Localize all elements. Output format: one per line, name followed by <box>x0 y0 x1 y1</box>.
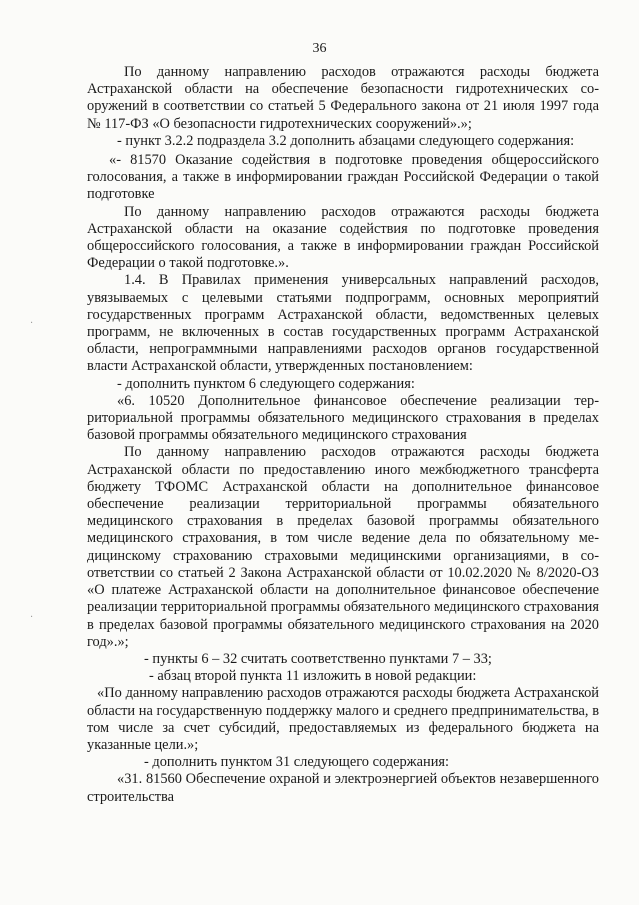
page-number: 36 <box>312 41 327 56</box>
paragraph-item-3-2-2: - пункт 3.2.2 подраздела 3.2 дополнить абзацами следующего содержания: <box>117 132 575 149</box>
paragraph-code-81560: «31. 81560 Обеспечение охраной и электроэнергией объектов незавершенного строительства <box>87 771 599 805</box>
scan-speck: · <box>30 318 34 329</box>
paragraph-code-10520: «6. 10520 Дополнительное финансовое обеспечение реализации территориальной программы обязательного медицинского страхования в пределах базовой программы обязательного медицинского страхования <box>87 392 599 444</box>
paragraph-small-business: «По данному направлению расходов отражаются расходы бюджета Астраханской области на государственную поддержку малого и среднего предпринимательства, в том числе за счет субсидий, предоставляемых из федерального бюджета на указанные цели.»; <box>87 685 599 753</box>
paragraph-item-11: - абзац второй пункта 11 изложить в новой редакции: <box>149 668 477 685</box>
paragraph-voting-expenses: По данному направлению расходов отражаются расходы бюджета Астраханской области на оказание содействия по подготовке проведения общероссийского голосования, а также в информировании граждан Российской Федерации о такой подготовке.». <box>87 203 599 272</box>
paragraph-add-item-31: - дополнить пунктом 31 следующего содержания: <box>144 754 450 771</box>
paragraph-add-item-6: - дополнить пунктом 6 следующего содержания: <box>117 375 415 392</box>
paragraph-rules-1-4: 1.4. В Правилах применения универсальных направлений расходов, увязываемых с целевыми статьями подпрограмм, основных мероприятий государственных программ Астраханской области, ведомственных целевых программ, не включенных в состав государственных программ Астраханской области, непрограммными направлениями расходов органов государственной власти Астраханской области, утвержденных постановлением: <box>87 272 599 375</box>
paragraph-code-81570: «- 81570 Оказание содействия в подготовке проведения общероссийского голосования, а также в информировании граждан Российской Федерации о такой подготовке <box>87 152 599 203</box>
scan-speck: · <box>30 612 34 623</box>
document-body <box>87 64 599 806</box>
paragraph-hydro-safety: По данному направлению расходов отражаются расходы бюджета Астраханской области на обеспечение безопасности гидротехнических сооружений в соответствии со статьей 5 Федерального закона от 21 июля 1997 года № 117-ФЗ «О безопасности гидротехнических сооружений».»; <box>87 64 599 132</box>
paragraph-tfoms-transfer: По данному направлению расходов отражаются расходы бюджета Астраханской области по предоставлению иного межбюджетного трансферта бюджету ТФОМС Астраханской области на дополнительное финансовое обеспечение реализации территориальной программы обязательного медицинского страхования в пределах базовой программы обязательного медицинского страхования, в том числе ведение дела по обязательному медицинскому страхованию страховыми медицинскими организациями, в соответствии со статьей 2 Закона Астраханской области от 10.02.2020 № 8/2020-ОЗ «О платеже Астраханской области на дополнительное финансовое обеспечение реализации территориальной программы обязательного медицинского страхования в пределах базовой программы обязательного медицинского страхования на 2020 год».»; <box>87 444 599 650</box>
paragraph-renumber: - пункты 6 – 32 считать соответственно пунктами 7 – 33; <box>144 650 492 667</box>
